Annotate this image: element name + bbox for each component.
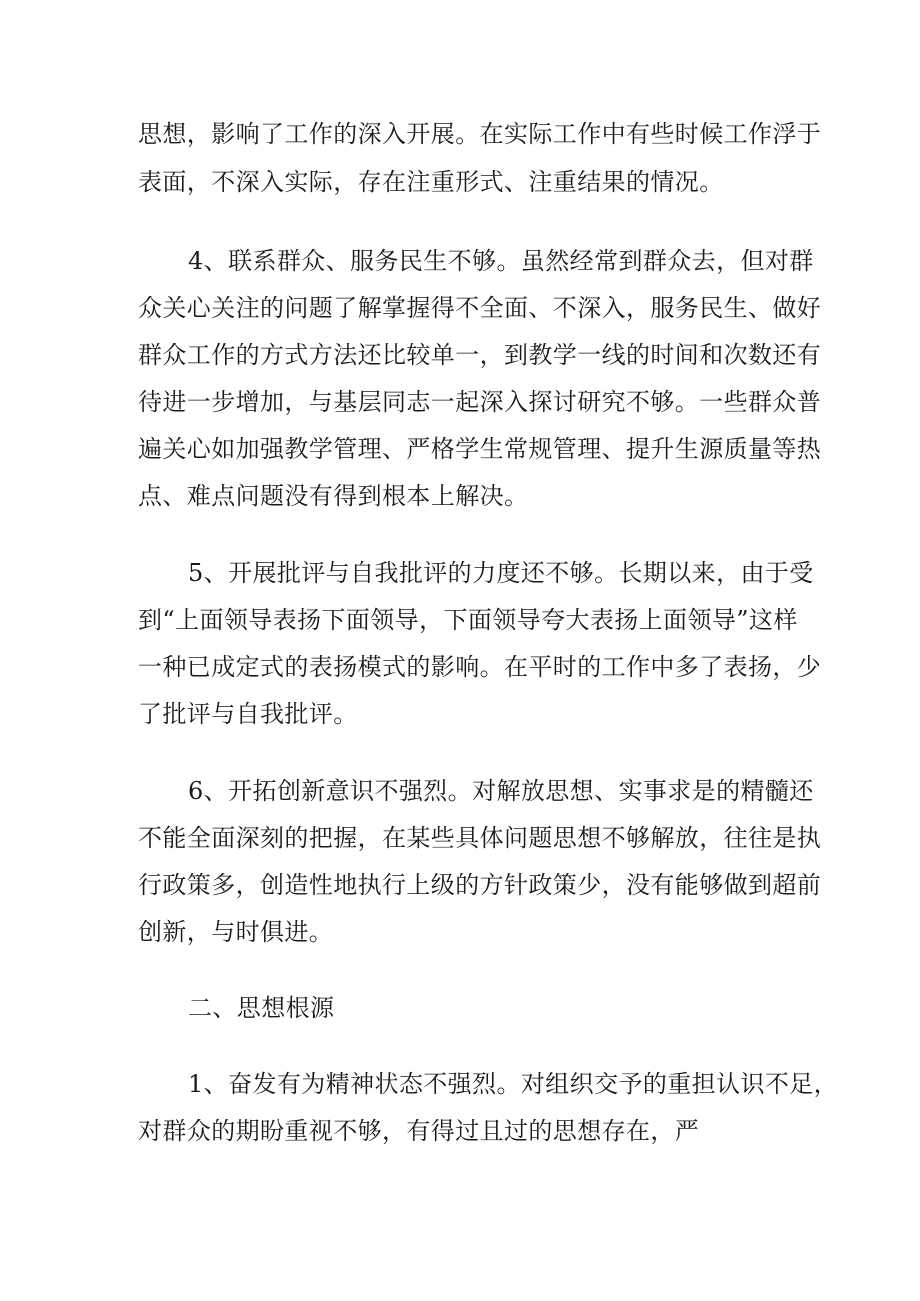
item-5-line: 5、开展批评与自我批评的力度还不够。长期以来，由于受 [188, 559, 814, 587]
section-heading: 二、思想根源 [188, 994, 335, 1022]
section-item-1-line: 1、奋发有为精神状态不强烈。对组织交予的重担认识不足， [188, 1070, 839, 1098]
item-5-line: 到“上面领导表扬下面领导，下面领导夸大表扬上面领导”这样 [138, 606, 798, 634]
item-4-line: 众关心关注的问题了解掌握得不全面、不深入，服务民生、做好 [138, 294, 822, 322]
section-item-1-line: 对群众的期盼重视不够，有得过且过的思想存在，严 [138, 1117, 700, 1145]
item-6-line: 6、开拓创新意识不强烈。对解放思想、实事求是的精髓还 [188, 777, 814, 805]
item-5-line: 了批评与自我批评。 [138, 700, 358, 728]
item-4-line: 点、难点问题没有得到根本上解决。 [138, 482, 529, 510]
item-4-line: 待进一步增加，与基层同志一起深入探讨研究不够。一些群众普 [138, 388, 822, 416]
item-6-line: 创新，与时俱进。 [138, 918, 334, 946]
item-6-line: 行政策多，创造性地执行上级的方针政策少，没有能够做到超前 [138, 871, 822, 899]
item-4-line: 群众工作的方式方法还比较单一，到教学一线的时间和次数还有 [138, 341, 822, 369]
paragraph-line: 表面，不深入实际，存在注重形式、注重结果的情况。 [138, 168, 724, 196]
item-6-line: 不能全面深刻的把握，在某些具体问题思想不够解放，往往是执 [138, 824, 822, 852]
item-4-line: 4、联系群众、服务民生不够。虽然经常到群众去，但对群 [188, 247, 814, 275]
item-4-line: 遍关心如加强教学管理、严格学生常规管理、提升生源质量等热 [138, 435, 822, 463]
paragraph-line: 思想，影响了工作的深入开展。在实际工作中有些时候工作浮于 [138, 120, 822, 148]
item-5-line: 一种已成定式的表扬模式的影响。在平时的工作中多了表扬，少 [138, 653, 822, 681]
